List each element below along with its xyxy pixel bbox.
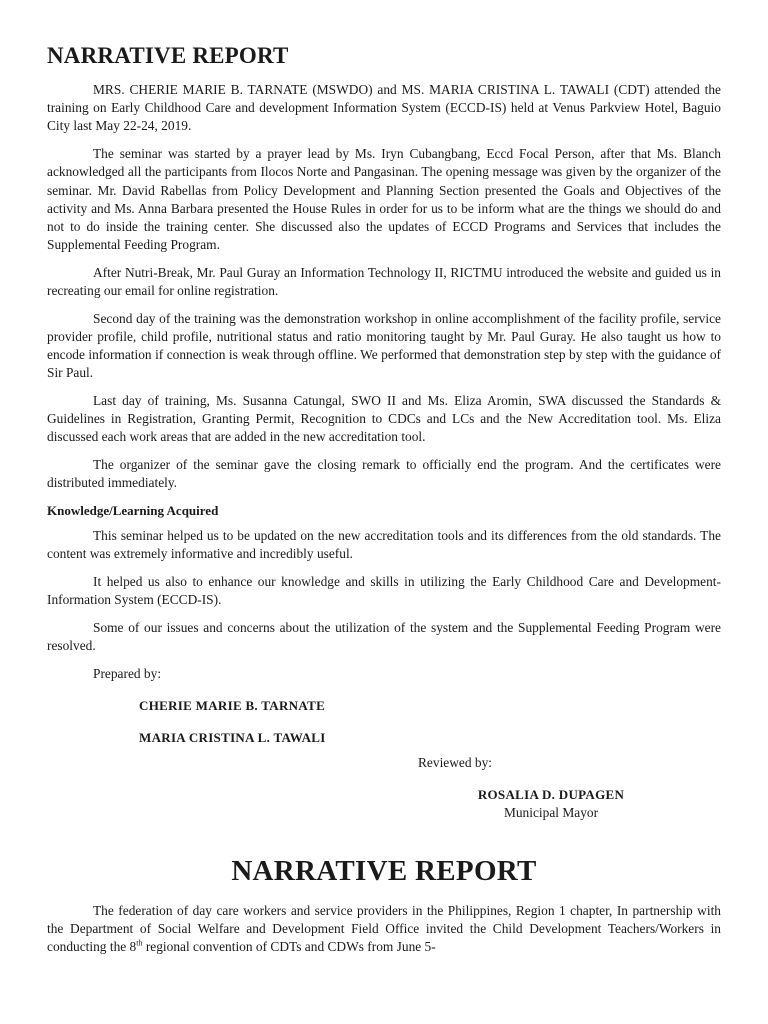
paragraph-learning-1: This seminar helped us to be updated on the new accreditation tools and its differences from the old standards. The content was extremely informative and incredibly useful. — [47, 528, 721, 562]
paragraph-closing: The organizer of the seminar gave the closing remark to officially end the program. And the certificates were distributed immediately. — [47, 457, 721, 491]
paragraph-last-day: Last day of training, Ms. Susanna Catungal, SWO II and Ms. Eliza Aromin, SWA discussed the Standards & Guidelines in Registration, Granting Permit, Recognition to CDCs and LCs and the New Accreditation tool. Ms. Eliza discussed each work areas that are added in the new accreditation tool. — [47, 393, 721, 445]
second-report-title: NARRATIVE REPORT — [231, 855, 537, 887]
second-report-body — [47, 902, 721, 966]
report-body — [47, 81, 721, 822]
preparer-name-1: CHERIE MARIE B. TARNATE — [139, 698, 326, 714]
paragraph-second-day: Second day of the training was the demonstration workshop in online accomplishment of the facility profile, service provider profile, child profile, nutritional status and ratio monitoring taught by Mr. Paul Guray. He also taught us how to encode information if connection is weak through offline. We performed that demonstration step by step with the guidance of Sir Paul. — [47, 310, 721, 381]
paragraph-seminar-opening: The seminar was started by a prayer lead by Ms. Iryn Cubangbang, Eccd Focal Person, after that Ms. Blanch acknowledged all the participants from Ilocos Norte and Pangasinan. The opening message was given by the organizer of the seminar. Mr. David Rabellas from Policy Development and Planning Section presented the Goals and Objectives of the activity and Ms. Anna Barbara presented the House Rules in order for us to be inform what are the things we should do and not to do inside the training center. She discussed also the updates of ECCD Programs and Services that includes the Supplemental Feeding Program. — [47, 146, 721, 253]
prepared-by-label: Prepared by: — [93, 665, 162, 681]
paragraph-learning-3: Some of our issues and concerns about the utilization of the system and the Supplemental Feeding Program were resolved. — [47, 620, 721, 654]
paragraph-attendance: MRS. CHERIE MARIE B. TARNATE (MSWDO) and MS. MARIA CRISTINA L. TAWALI (CDT) attended the training on Early Childhood Care and development Information System (ECCD-IS) held at Venus Parkview Hotel, Baguio City last May 22-24, 2019. — [47, 82, 721, 134]
paragraph-learning-2: It helped us also to enhance our knowledge and skills in utilizing the Early Childhood Care and Development-Information System (ECCD-IS). — [47, 574, 721, 608]
learning-heading: Knowledge/Learning Acquired — [47, 503, 219, 519]
reviewer-name: ROSALIA D. DUPAGEN — [477, 786, 625, 802]
paragraph-federation-intro — [47, 902, 721, 957]
preparer-name-2: MARIA CRISTINA L. TAWALI — [139, 730, 326, 746]
reviewer-title: Municipal Mayor — [503, 805, 599, 820]
ordinal-suffix: th — [136, 938, 143, 948]
report-title: NARRATIVE REPORT — [47, 43, 289, 68]
intro-text-start: The federation of day care workers and service providers in the Philippines, Region 1 chapter, In partnership with the Department of Social Welfare and Development Field Office invited the Child Development Teachers/Workers in conducting the 8 — [47, 903, 721, 955]
reviewed-by-label: Reviewed by: — [418, 754, 493, 770]
intro-text-end: regional convention of CDTs and CDWs from June 5- — [142, 939, 436, 955]
paragraph-nutri-break: After Nutri-Break, Mr. Paul Guray an Information Technology II, RICTMU introduced the website and guided us in recreating our email for online registration. — [47, 264, 721, 299]
